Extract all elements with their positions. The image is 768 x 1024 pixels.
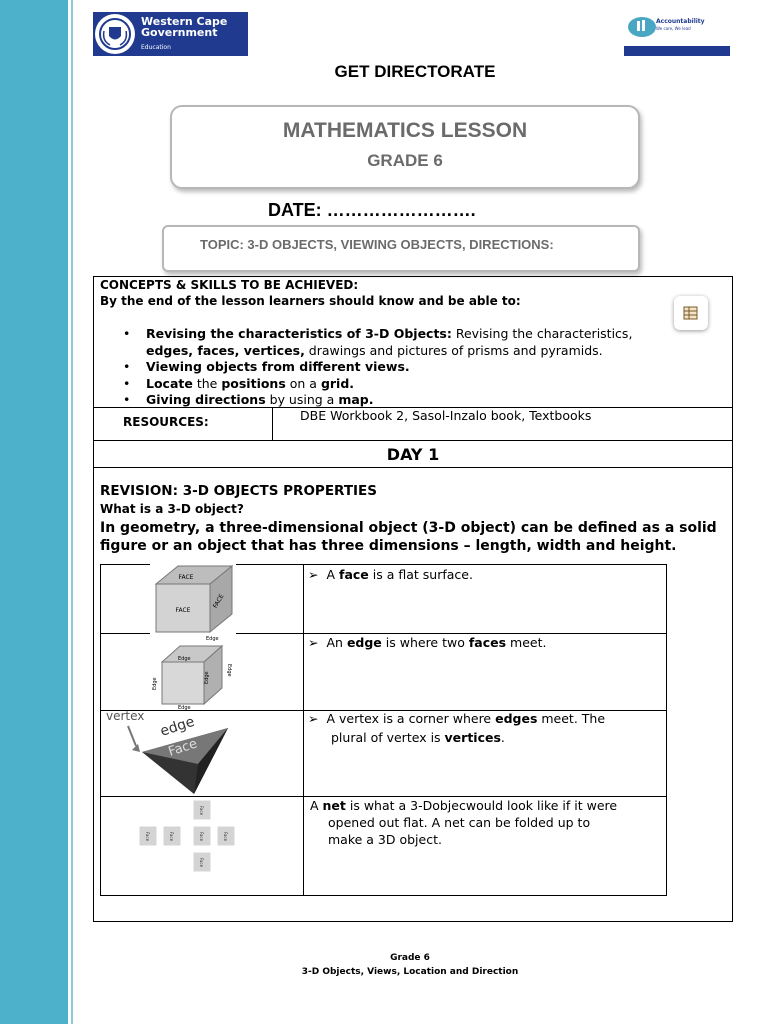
net-face-label: Face bbox=[199, 806, 204, 816]
arrow-bullet-icon: ➢ bbox=[308, 711, 319, 726]
accountability-logo bbox=[624, 14, 730, 56]
revision-definition: In geometry, a three-dimensional object (3-D object) can be defined as a solid figure or an object that has three dimensions – length, width and height. bbox=[100, 520, 717, 554]
insert-table-button[interactable] bbox=[674, 296, 708, 330]
image-face-label: FACE bbox=[175, 607, 191, 614]
arrow-bullet-icon: ➢ bbox=[308, 635, 319, 650]
cell-text: meet. bbox=[506, 635, 547, 650]
list-item-bold: map. bbox=[338, 392, 374, 407]
concepts-intro: By the end of the lesson learners should know and be able to: bbox=[100, 294, 521, 308]
cube-faces-image bbox=[150, 564, 236, 634]
logo-line-2: Government bbox=[141, 25, 218, 39]
list-item-bold: Giving directions bbox=[146, 392, 266, 407]
list-item-text: Revising the characteristics, bbox=[451, 326, 633, 341]
cell-text: is what a 3-Dobjecwould look like if it were bbox=[345, 798, 618, 813]
coat-of-arms-icon bbox=[95, 14, 135, 54]
net-face-label: Face bbox=[199, 858, 204, 868]
accountability-subtext: We care, We lead bbox=[656, 26, 691, 31]
directorate-heading: GET DIRECTORATE bbox=[334, 62, 496, 81]
list-item bbox=[120, 326, 660, 359]
topic-text: TOPIC: 3-D OBJECTS, VIEWING OBJECTS, DIRECTIONS: bbox=[200, 237, 554, 252]
list-item-bold: grid. bbox=[320, 375, 355, 391]
list-item-text: on a bbox=[285, 375, 321, 391]
footer-topic: 3-D Objects, Views, Location and Direction bbox=[301, 967, 519, 977]
skills-list bbox=[120, 326, 660, 409]
resources-value: DBE Workbook 2, Sasol-Inzalo book, Textbooks bbox=[300, 408, 592, 423]
image-edge-label: Edge bbox=[226, 664, 232, 677]
revision-question: What is a 3-D object? bbox=[100, 502, 244, 516]
cell-text: A bbox=[310, 798, 323, 813]
face-description bbox=[308, 565, 473, 584]
cell-text: opened out flat. A net can be folded up to bbox=[328, 815, 591, 830]
list-item-text: the bbox=[192, 375, 222, 391]
revision-title: REVISION: 3-D OBJECTS PROPERTIES bbox=[100, 483, 378, 499]
list-item-bold: positions bbox=[221, 375, 286, 391]
cell-text: make a 3D object. bbox=[328, 832, 442, 847]
image-edge-label: Edge bbox=[178, 705, 191, 710]
arrow-bullet-icon: ➢ bbox=[308, 567, 319, 582]
list-item-bold: Viewing objects from different views. bbox=[146, 359, 410, 374]
image-edge-label: edge bbox=[158, 713, 197, 740]
footer-grade: Grade 6 bbox=[390, 953, 430, 963]
vertex-description bbox=[308, 709, 605, 747]
image-edge-label: Edge bbox=[178, 656, 191, 662]
list-item-bold: edges, faces, vertices, bbox=[146, 342, 305, 358]
logo-line-3: Education bbox=[141, 43, 171, 51]
image-face-label: Face bbox=[166, 736, 200, 760]
divider bbox=[93, 467, 733, 468]
cell-bold: edge bbox=[346, 635, 382, 650]
topic-box bbox=[162, 225, 640, 272]
cell-text: A vertex is a corner where bbox=[326, 711, 496, 726]
divider bbox=[272, 407, 273, 440]
concepts-heading: CONCEPTS & SKILLS TO BE ACHIEVED: bbox=[100, 278, 359, 292]
list-item-text: drawings and pictures of prisms and pyramids. bbox=[304, 342, 603, 358]
cell-bold: faces bbox=[468, 635, 507, 650]
list-item-bold: Locate bbox=[146, 375, 193, 391]
net-face-label: Face bbox=[169, 832, 174, 842]
cell-bold: vertices bbox=[444, 730, 501, 745]
cell-text: is a flat surface. bbox=[368, 567, 473, 582]
pyramid-vertex-image bbox=[102, 706, 234, 798]
list-item-text: by using a bbox=[265, 392, 339, 407]
lesson-title-box bbox=[170, 105, 640, 189]
cell-text: . bbox=[500, 730, 505, 745]
lesson-title: MATHEMATICS LESSON bbox=[282, 119, 528, 142]
image-vertex-label: vertex bbox=[106, 709, 145, 723]
net-face-label: Face bbox=[145, 832, 150, 842]
net-face-label: Face bbox=[223, 832, 228, 842]
cube-net-image bbox=[138, 800, 236, 878]
accountability-text: Accountability bbox=[656, 18, 705, 25]
list-item-bold: Revising the characteristics of 3-D Objects: bbox=[146, 326, 452, 341]
cell-text: A bbox=[326, 567, 340, 582]
table-insert-icon bbox=[682, 304, 700, 322]
cell-bold: net bbox=[322, 798, 346, 813]
image-edge-label: Edge bbox=[204, 671, 210, 684]
net-face-label: Face bbox=[199, 832, 204, 842]
list-item bbox=[120, 376, 660, 393]
image-edge-label: Edge bbox=[206, 636, 219, 642]
divider bbox=[93, 440, 733, 441]
cell-text: is where two bbox=[381, 635, 469, 650]
cell-text: plural of vertex is bbox=[331, 730, 445, 745]
cell-bold: face bbox=[339, 567, 369, 582]
accountability-bar bbox=[624, 46, 730, 56]
table-divider bbox=[303, 564, 304, 895]
resources-label: RESOURCES: bbox=[123, 415, 209, 429]
cube-edges-image bbox=[150, 634, 234, 710]
side-color-bar bbox=[0, 0, 71, 1024]
cell-text: An bbox=[326, 635, 347, 650]
list-item bbox=[120, 359, 660, 376]
image-edge-label: Edge bbox=[152, 677, 158, 690]
net-description bbox=[310, 797, 617, 848]
western-cape-government-logo bbox=[93, 12, 248, 56]
concepts-heading-block bbox=[100, 277, 521, 309]
day-heading: DAY 1 bbox=[386, 445, 440, 464]
image-face-label: FACE bbox=[211, 593, 226, 610]
hand-icon bbox=[628, 16, 658, 38]
lesson-grade: GRADE 6 bbox=[367, 151, 443, 170]
edge-description bbox=[308, 633, 546, 652]
logo-line-1: Western Cape bbox=[141, 14, 228, 28]
date-line: DATE: ……………………. bbox=[268, 200, 476, 220]
cell-bold: edges bbox=[495, 711, 538, 726]
cell-text: meet. The bbox=[537, 711, 606, 726]
list-item bbox=[120, 392, 660, 409]
image-face-label: FACE bbox=[178, 574, 194, 581]
